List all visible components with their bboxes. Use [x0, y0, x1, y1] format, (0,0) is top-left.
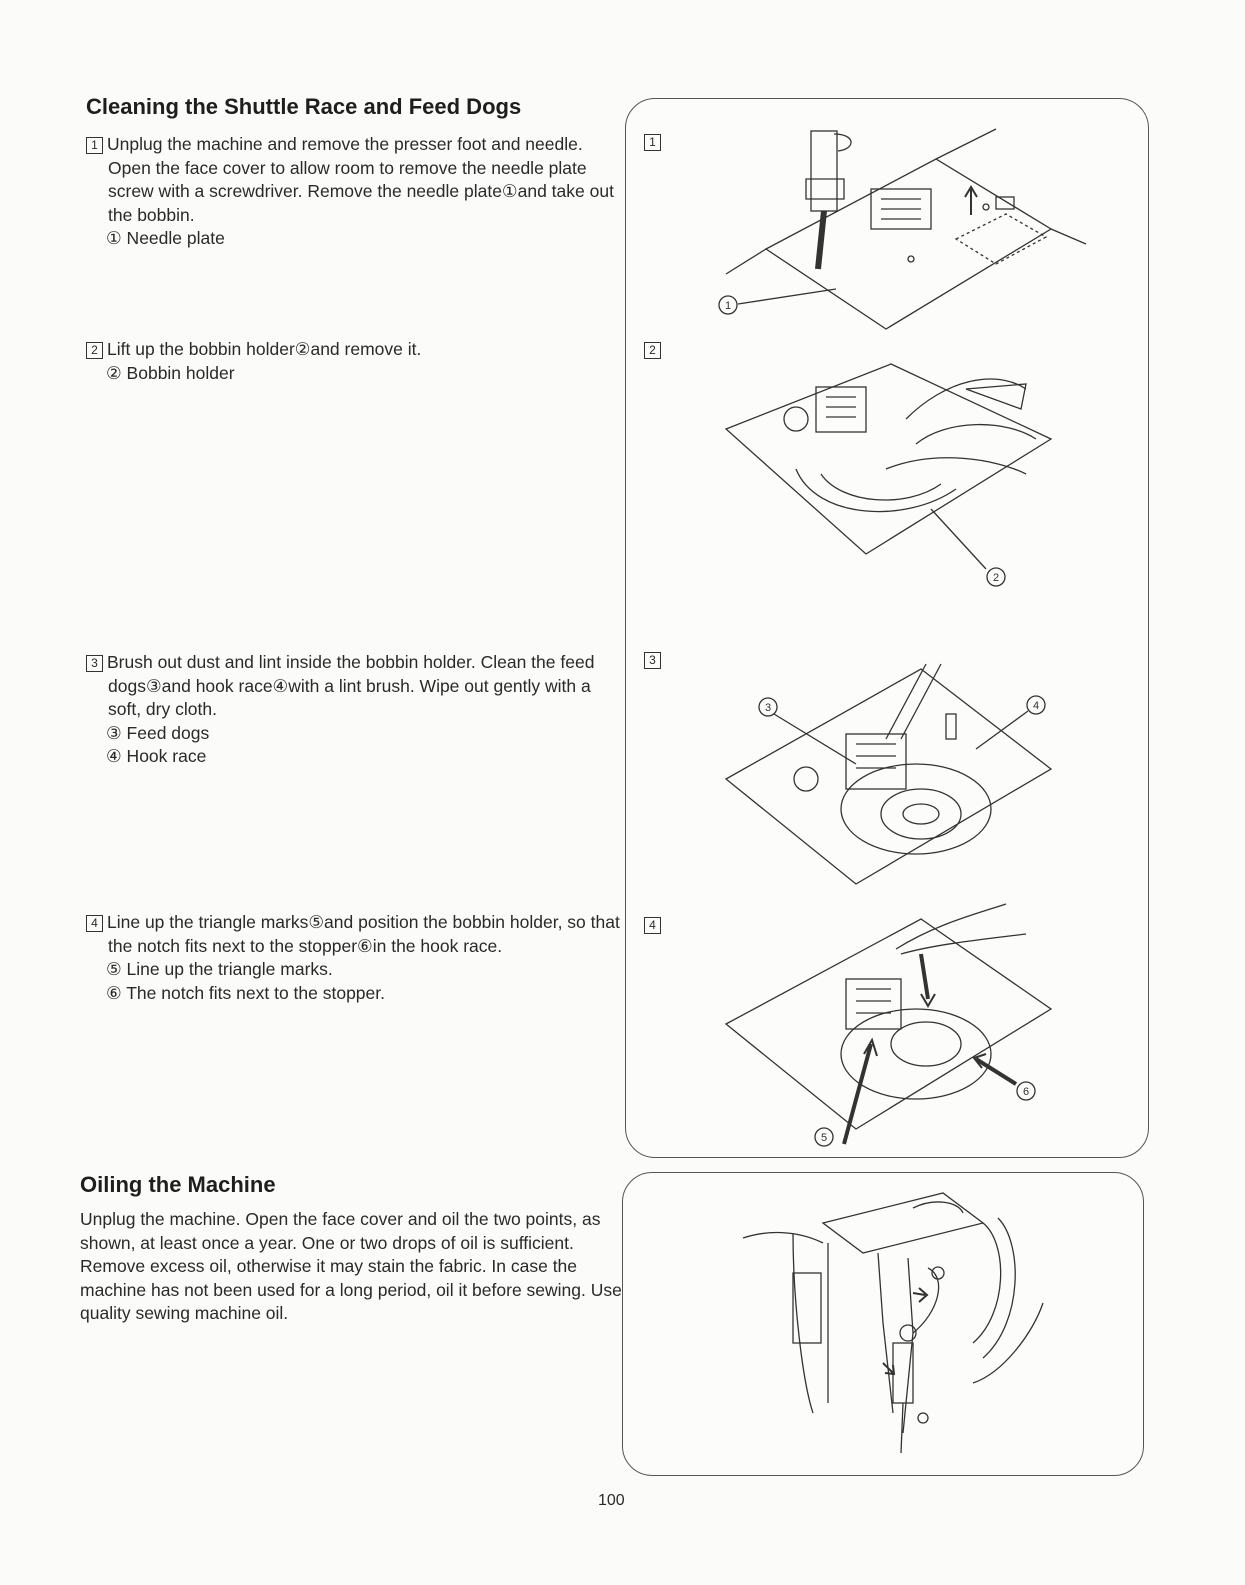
step-3: [86, 651, 626, 769]
oiling-text: Unplug the machine. Open the face cover and oil the two points, as shown, at least once a year. One or two drops of oil is sufficient. Remove excess oil, otherwise it may stain the fabric. In case the machine has not been used for a long period, oil it before sewing. Use quality sewing machine oil.: [80, 1209, 622, 1323]
step-number-badge: 3: [86, 655, 103, 672]
fig4-callout-5: 5: [820, 1132, 828, 1144]
legend-item: ③ Feed dogs: [106, 722, 210, 743]
page-number: 100: [598, 1492, 625, 1509]
step-number-badge: 4: [86, 915, 103, 932]
feed-dogs-illustration: [706, 659, 1136, 899]
figure-panel-cleaning: [625, 98, 1149, 1158]
step-text: Line up the triangle marks⑤and position the bobbin holder, so that the notch fits next to the stopper⑥in the hook race.: [107, 912, 620, 956]
fig1-callout: 1: [724, 300, 732, 312]
step-text: Lift up the bobbin holder②and remove it.: [107, 339, 422, 359]
legend-item: ⑥ The notch fits next to the stopper.: [106, 982, 386, 1003]
step-1: [86, 133, 626, 251]
step-number-badge: 2: [86, 342, 103, 359]
oiling-points-illustration: [733, 1183, 1063, 1463]
fig2-callout: 2: [992, 572, 1000, 584]
bobbin-holder-illustration: [706, 349, 1136, 619]
step-text: Unplug the machine and remove the presser foot and needle. Open the face cover to allow room to remove the needle plate screw with a screwdriver. Remove the needle plate①and take out the bobbin.: [107, 134, 614, 225]
section-title-cleaning: Cleaning the Shuttle Race and Feed Dogs: [86, 94, 522, 119]
fig4-callout-6: 6: [1022, 1086, 1030, 1098]
legend-item: ② Bobbin holder: [106, 362, 235, 383]
figure-panel-oiling: [622, 1172, 1144, 1476]
legend-item: ⑤ Line up the triangle marks.: [106, 959, 333, 979]
figure-badge-3: 3: [644, 652, 661, 669]
section-title-oiling: Oiling the Machine: [80, 1172, 276, 1197]
step-2: [86, 338, 626, 385]
fig3-callout-4: 4: [1032, 700, 1040, 712]
legend-item: ④ Hook race: [106, 746, 207, 766]
step-4: [86, 911, 626, 1005]
legend-item: ① Needle plate: [106, 228, 225, 248]
fig3-callout-3: 3: [764, 702, 772, 714]
figure-badge-4: 4: [644, 917, 661, 934]
needle-plate-illustration: [706, 119, 1136, 339]
step-text: Brush out dust and lint inside the bobbin holder. Clean the feed dogs③and hook race④with a lint brush. Wipe out gently with a soft, dry cloth.: [107, 652, 595, 719]
step-number-badge: 1: [86, 137, 103, 154]
figure-badge-2: 2: [644, 342, 661, 359]
figure-badge-1: 1: [644, 134, 661, 151]
bobbin-position-illustration: [706, 894, 1136, 1152]
